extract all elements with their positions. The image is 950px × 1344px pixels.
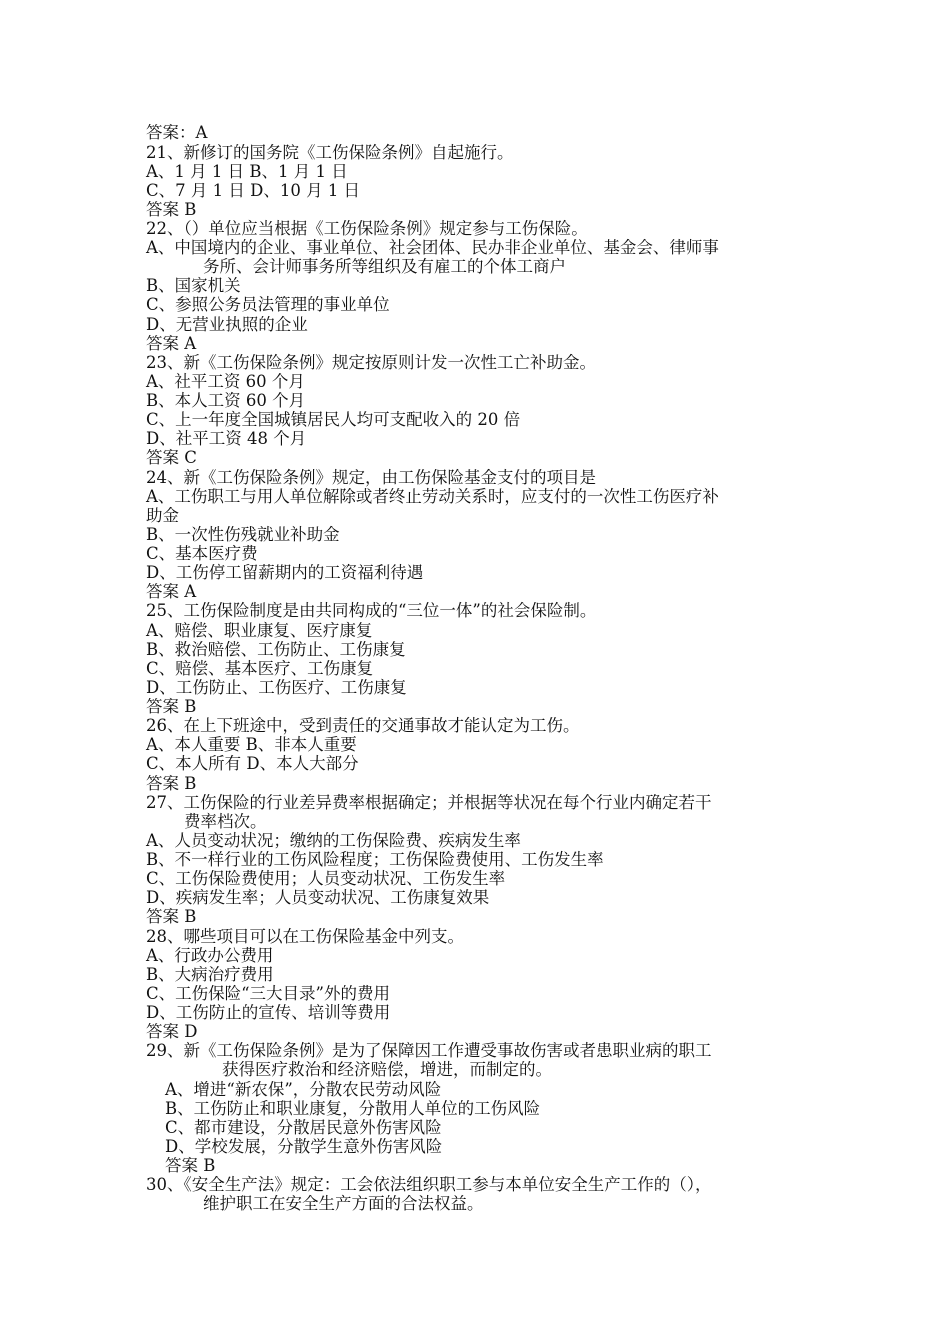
option-continuation: 助金 [146,506,179,525]
option-line: A、增进“新农保”，分散农民劳动风险 [165,1080,442,1099]
question-25: 25、工伤保险制度是由共同构成的“三位一体”的社会保险制。 [146,601,597,620]
option-line: B、本人工资 60 个月 [146,391,306,410]
question-30: 30、《安全生产法》规定：工会依法组织职工参与本单位安全生产工作的（）， [146,1175,712,1194]
answer-line: 答案 B [146,907,197,926]
option-line: C、上一年度全国城镇居民人均可支配收入的 20 倍 [146,410,521,429]
option-line: A、人员变动状况；缴纳的工伤保险费、疾病发生率 [146,831,521,850]
question-27: 27、工伤保险的行业差异费率根据确定；并根据等状况在每个行业内确定若干 [146,793,712,812]
question-continuation: 维护职工在安全生产方面的合法权益。 [203,1194,484,1213]
option-line: B、大病治疗费用 [146,965,274,984]
answer-line: 答案 A [146,582,197,601]
option-line: B、国家机关 [146,276,241,295]
option-line: A、1 月 1 日 B、1 月 1 日 [146,162,348,181]
question-24: 24、新《工伤保险条例》规定，由工伤保险基金支付的项目是 [146,468,596,487]
question-21: 21、新修订的国务院《工伤保险条例》自起施行。 [146,143,514,162]
answer-line: 答案 D [146,1022,198,1041]
question-26: 26、在上下班途中，受到责任的交通事故才能认定为工伤。 [146,716,580,735]
answer-line: 答案 C [146,448,197,467]
option-line: C、工伤保险“三大目录”外的费用 [146,984,390,1003]
question-continuation: 费率档次。 [184,812,267,831]
option-line: A、本人重要 B、非本人重要 [146,735,357,754]
option-line: A、工伤职工与用人单位解除或者终止劳动关系时，应支付的一次性工伤医疗补 [146,487,719,506]
option-line: A、社平工资 60 个月 [146,372,305,391]
question-29: 29、新《工伤保险条例》是为了保障因工作遭受事故伤害或者患职业病的职工 [146,1041,712,1060]
option-line: C、都市建设，分散居民意外伤害风险 [165,1118,442,1137]
option-line: C、7 月 1 日 D、10 月 1 日 [146,181,361,200]
answer-line: 答案 B [146,697,197,716]
answer-line: 答案 B [165,1156,216,1175]
option-line: D、社平工资 48 个月 [146,429,307,448]
option-line: D、工伤停工留薪期内的工资福利待遇 [146,563,424,582]
question-22: 22、（）单位应当根据《工伤保险条例》规定参与工伤保险。 [146,219,588,238]
question-28: 28、哪些项目可以在工伤保险基金中列支。 [146,927,464,946]
option-line: C、基本医疗费 [146,544,258,563]
option-line: C、工伤保险费使用；人员变动状况、工伤发生率 [146,869,506,888]
option-line: A、中国境内的企业、事业单位、社会团体、民办非企业单位、基金会、律师事 [146,238,719,257]
answer-line: 答案：A [146,123,208,142]
option-line: B、工伤防止和职业康复，分散用人单位的工伤风险 [165,1099,541,1118]
option-line: C、赔偿、基本医疗、工伤康复 [146,659,374,678]
option-line: B、不一样行业的工伤风险程度；工伤保险费使用、工伤发生率 [146,850,604,869]
option-line: B、救治赔偿、工伤防止、工伤康复 [146,640,406,659]
option-line: D、无营业执照的企业 [146,315,308,334]
option-line: D、工伤防止、工伤医疗、工伤康复 [146,678,407,697]
option-line: D、疾病发生率；人员变动状况、工伤康复效果 [146,888,490,907]
option-line: C、本人所有 D、本人大部分 [146,754,359,773]
option-line: A、行政办公费用 [146,946,274,965]
option-line: A、赔偿、职业康复、医疗康复 [146,621,373,640]
option-line: D、学校发展，分散学生意外伤害风险 [165,1137,443,1156]
answer-line: 答案 B [146,774,197,793]
option-continuation: 务所、会计师事务所等组织及有雇工的个体工商户 [203,257,566,276]
answer-line: 答案 B [146,200,197,219]
option-line: D、工伤防止的宣传、培训等费用 [146,1003,391,1022]
option-line: C、参照公务员法管理的事业单位 [146,295,390,314]
question-23: 23、新《工伤保险条例》规定按原则计发一次性工亡补助金。 [146,353,596,372]
question-continuation: 获得医疗救治和经济赔偿，增进，而制定的。 [222,1060,552,1079]
answer-line: 答案 A [146,334,197,353]
option-line: B、一次性伤残就业补助金 [146,525,340,544]
